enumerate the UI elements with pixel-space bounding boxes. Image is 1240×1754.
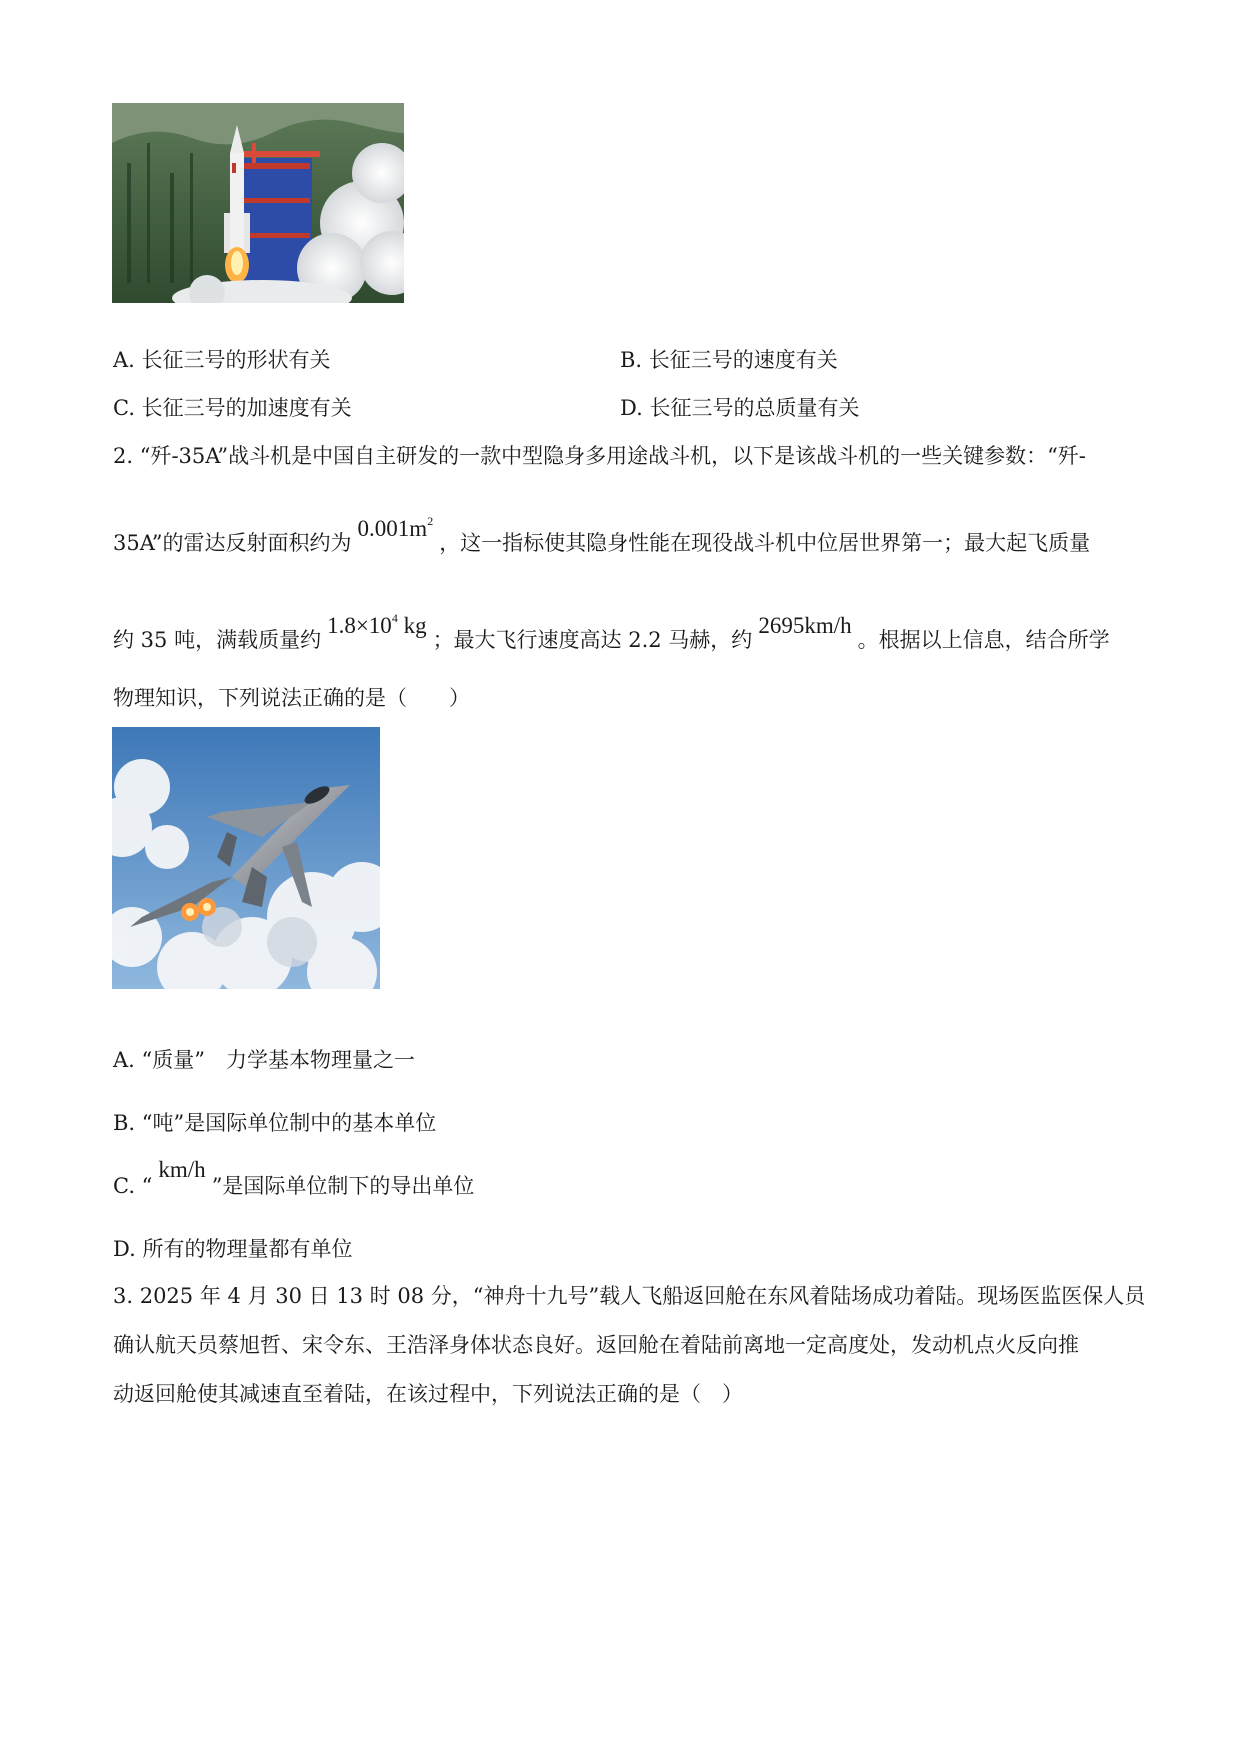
q1-option-d: D. 长征三号的总质量有关 xyxy=(620,396,860,420)
fighter-jet-photo xyxy=(112,727,380,989)
q1-option-c: C. 长征三号的加速度有关 xyxy=(113,396,352,420)
max-speed-value: 2695km/h xyxy=(758,613,852,638)
q2-line2-text-b: ，这一指标使其隐身性能在现役战斗机中位居世界第一；最大起飞质量 xyxy=(439,531,1091,555)
q2-stem-line-4: 物理知识，下列说法正确的是（ ） xyxy=(113,686,470,710)
rocket-launch-photo xyxy=(112,103,404,303)
q1-option-b: B. 长征三号的速度有关 xyxy=(620,348,838,372)
q2-stem-line-2 xyxy=(113,514,1091,558)
full-load-mass-value: $1.8\times 10^4$ kg xyxy=(327,611,427,638)
q2-stem-line-1: 2. “歼-35A”战斗机是中国自主研发的一款中型隐身多用途战斗机，以下是该战斗机的一些关键参数：“歼- xyxy=(113,444,1086,468)
q2-line3-text-a: 约 35 吨，满载质量约 xyxy=(113,628,322,652)
q2-line3-text-b: ；最大飞行速度高达 2.2 马赫，约 xyxy=(432,628,753,652)
q2-option-d: D. 所有的物理量都有单位 xyxy=(113,1237,353,1261)
q1-option-a: A. 长征三号的形状有关 xyxy=(113,348,331,372)
q2-option-c-text-a: C. “ xyxy=(113,1174,153,1198)
q2-line2-text-a: 35A”的雷达反射面积约为 xyxy=(113,531,352,555)
q2-line3-text-c: 。根据以上信息，结合所学 xyxy=(857,628,1110,652)
q3-stem-line-1: 3. 2025 年 4 月 30 日 13 时 08 分，“神舟十九号”载人飞船返回舱在东风着陆场成功着陆。现场医监医保人员 xyxy=(113,1284,1146,1308)
q2-option-c xyxy=(113,1157,475,1201)
speed-unit: km/h xyxy=(158,1157,206,1182)
q2-option-b: B. “吨”是国际单位制中的基本单位 xyxy=(113,1111,437,1135)
radar-area-value: $0.001m^2$ xyxy=(357,514,434,541)
q2-stem-line-3 xyxy=(113,611,1110,655)
q2-option-a: A. “质量” 力学基本物理量之一 xyxy=(113,1048,415,1072)
q2-option-c-text-b: ”是国际单位制下的导出单位 xyxy=(211,1174,475,1198)
q3-stem-line-3: 动返回舱使其减速直至着陆，在该过程中，下列说法正确的是（ ） xyxy=(113,1382,743,1406)
q3-stem-line-2: 确认航天员蔡旭哲、宋令东、王浩泽身体状态良好。返回舱在着陆前离地一定高度处，发动机点火反向推 xyxy=(113,1333,1079,1357)
